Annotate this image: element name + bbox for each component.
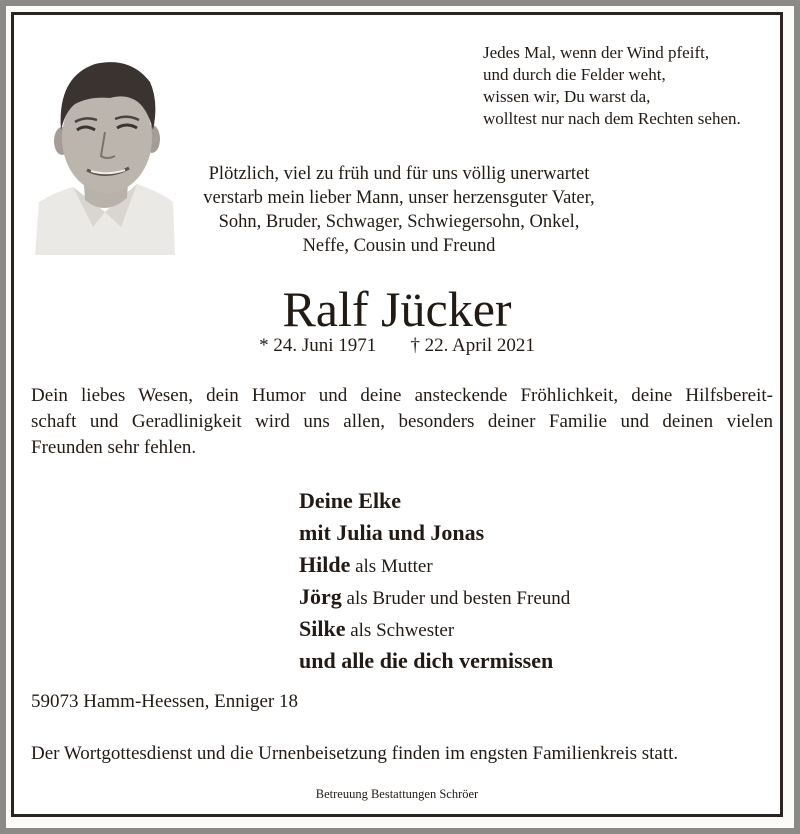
mourner-name: Jörg (299, 584, 342, 609)
service-note: Der Wortgottesdienst und die Urnenbeisetzung finden im engsten Familienkreis statt. (31, 743, 679, 764)
mourners-list (299, 486, 570, 678)
mourner-name: mit Julia und Jonas (299, 520, 485, 545)
tribute-line: schaft und Geradlinigkeit wird uns allen, besonders deiner Familie und deinen vielen (31, 411, 773, 432)
tribute-text (31, 383, 773, 461)
mourner-item (299, 646, 570, 678)
deceased-name: Ralf Jücker (282, 281, 512, 337)
intro-line: Neffe, Cousin und Freund (302, 236, 496, 256)
death-date: † 22. April 2021 (410, 335, 535, 356)
poem-line: wolltest nur nach dem Rechten sehen. (483, 109, 741, 128)
undertaker-credit: Betreuung Bestattungen Schröer (315, 787, 479, 801)
poem-line: wissen wir, Du warst da, (483, 87, 651, 106)
mourner-name: Deine Elke (299, 488, 402, 513)
mourner-item (299, 550, 570, 582)
mourner-item (299, 518, 570, 550)
portrait-photo (35, 52, 175, 255)
life-dates (14, 334, 780, 358)
mourner-relation: als Bruder und besten Freund (346, 588, 571, 609)
tribute-line: Freunden sehr fehlen. (31, 437, 197, 458)
mourner-relation: als Mutter (355, 556, 433, 577)
mourner-name: Hilde (299, 552, 351, 577)
mourner-item (299, 614, 570, 646)
birth-date: * 24. Juni 1971 (259, 335, 377, 356)
portrait-image-icon (35, 52, 175, 255)
mourner-relation: als Schwester (350, 620, 455, 641)
mourner-item (299, 582, 570, 614)
intro-line: Plötzlich, viel zu früh und für uns völlig unerwartet (208, 164, 590, 184)
poem-line: und durch die Felder weht, (483, 65, 666, 84)
poem-line: Jedes Mal, wenn der Wind pfeift, (483, 43, 710, 62)
mourner-item (299, 486, 570, 518)
death-announcement-intro (164, 162, 634, 258)
intro-line: verstarb mein lieber Mann, unser herzensguter Vater, (203, 188, 595, 208)
tribute-line: Dein liebes Wesen, dein Humor und deine ansteckende Fröhlichkeit, deine Hilfsbereit- (31, 385, 773, 406)
obituary-card (11, 12, 783, 817)
poem (483, 42, 741, 130)
family-address: 59073 Hamm-Heessen, Enniger 18 (31, 691, 298, 712)
intro-line: Sohn, Bruder, Schwager, Schwiegersohn, Onkel, (218, 212, 580, 232)
mourner-name: und alle die dich vermissen (299, 648, 554, 673)
mourner-name: Silke (299, 616, 346, 641)
